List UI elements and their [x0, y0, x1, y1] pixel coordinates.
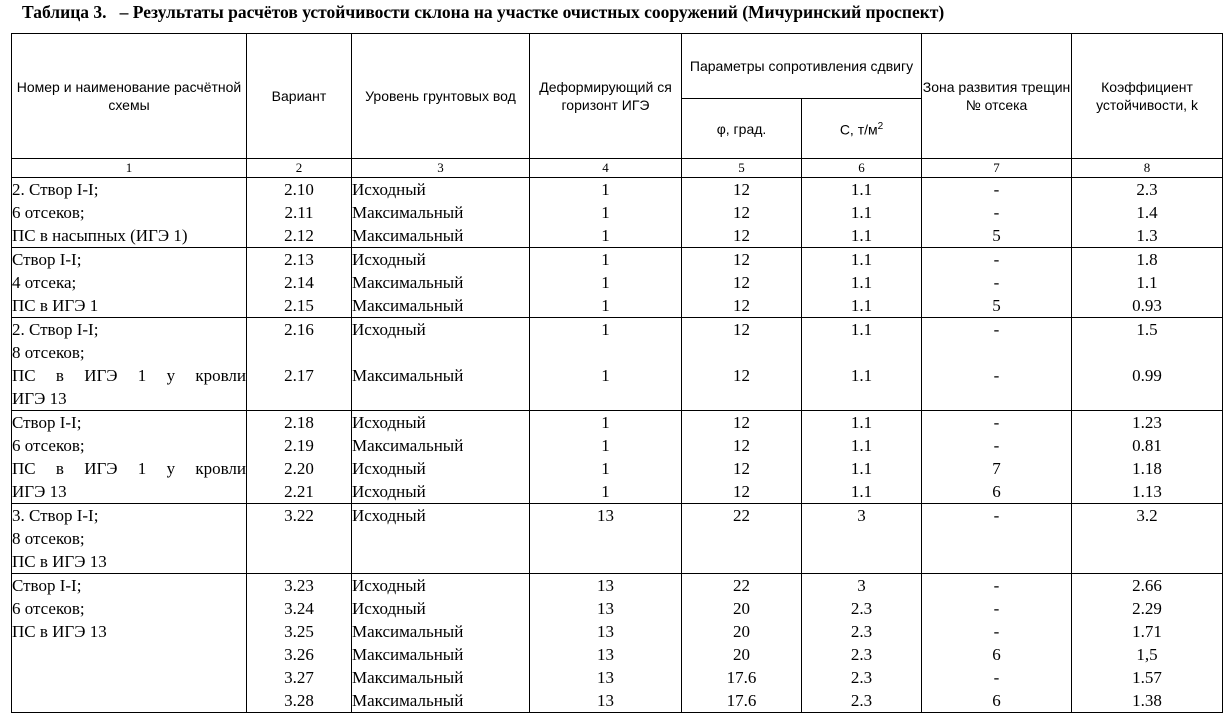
- column-number: 8: [1072, 159, 1223, 178]
- crack-zone-cell: [922, 178, 1072, 248]
- variant-value: 3.28: [284, 691, 314, 710]
- crack-zone-value: 6: [992, 645, 1001, 664]
- stability-coefficient-value: 1.23: [1132, 413, 1162, 432]
- stability-coefficient-value: 1.38: [1132, 691, 1162, 710]
- empty-line: [922, 341, 1071, 364]
- empty-line: [802, 387, 921, 410]
- cohesion-cell: [802, 411, 922, 504]
- groundwater-value: Исходный: [352, 250, 426, 269]
- stability-coefficient-cell: [1072, 574, 1223, 713]
- table-row-group: [12, 504, 1223, 574]
- table-row-group: [12, 178, 1223, 248]
- variant-value: 2.13: [284, 250, 314, 269]
- phi-value: 12: [733, 203, 750, 222]
- stability-coefficient-cell: [1072, 504, 1223, 574]
- empty-line: [682, 387, 801, 410]
- stability-coefficient-cell: [1072, 178, 1223, 248]
- cohesion-value: 1.1: [850, 366, 873, 385]
- empty-line: [802, 341, 921, 364]
- empty-line: [802, 527, 921, 550]
- horizon-cell: [530, 248, 682, 318]
- column-number: 1: [12, 159, 247, 178]
- stability-coefficient-value: 2.29: [1132, 599, 1162, 618]
- horizon-value: 1: [601, 250, 610, 269]
- stability-coefficient-value: 1.4: [1136, 203, 1158, 222]
- empty-line: [1072, 341, 1222, 364]
- horizon-cell: [530, 318, 682, 411]
- phi-cell: [682, 178, 802, 248]
- column-number: 6: [802, 159, 922, 178]
- horizon-value: 1: [601, 482, 610, 501]
- empty-line: [247, 341, 351, 364]
- scheme-name-line: ПС в ИГЭ 1 у кровли: [12, 366, 246, 385]
- stability-coefficient-cell: [1072, 248, 1223, 318]
- cohesion-value: 1.1: [850, 413, 873, 432]
- variant-value: 2.21: [284, 482, 314, 501]
- phi-value: 20: [733, 599, 750, 618]
- variant-cell: [247, 248, 352, 318]
- header-stability-coefficient: Коэффициент устойчивости, k: [1072, 34, 1223, 159]
- horizon-value: 1: [601, 366, 610, 385]
- column-number: 4: [530, 159, 682, 178]
- empty-line: [352, 527, 529, 550]
- empty-line: [530, 387, 681, 410]
- scheme-name-line: 2. Створ I-I;: [12, 320, 99, 339]
- horizon-value: 1: [601, 320, 610, 339]
- table-caption: [22, 2, 944, 23]
- phi-value: 12: [733, 226, 750, 245]
- cohesion-value: 1.1: [850, 250, 873, 269]
- cohesion-value: 3: [857, 576, 866, 595]
- empty-line: [247, 387, 351, 410]
- stability-coefficient-value: 1.71: [1132, 622, 1162, 641]
- horizon-value: 1: [601, 226, 610, 245]
- scheme-name-line: Створ I-I;: [12, 413, 82, 432]
- phi-value: 12: [733, 413, 750, 432]
- empty-line: [530, 527, 681, 550]
- stability-coefficient-value: 2.3: [1136, 180, 1158, 199]
- stability-coefficient-cell: [1072, 411, 1223, 504]
- scheme-name-line: ПС в ИГЭ 13: [12, 552, 107, 571]
- header-crack-zone: Зона развития трещин № отсека: [922, 34, 1072, 159]
- crack-zone-value: -: [993, 436, 1000, 455]
- variant-value: 2.20: [284, 459, 314, 478]
- variant-cell: [247, 178, 352, 248]
- results-table: [11, 33, 1223, 713]
- crack-zone-value: -: [993, 273, 1000, 292]
- scheme-name-line: ПС в насыпных (ИГЭ 1): [12, 226, 188, 245]
- empty-line: [1072, 387, 1222, 410]
- groundwater-value: Исходный: [352, 482, 426, 501]
- variant-value: 3.23: [284, 576, 314, 595]
- scheme-name-line: ИГЭ 13: [12, 389, 67, 408]
- crack-zone-cell: [922, 504, 1072, 574]
- scheme-name-cell: [12, 411, 247, 504]
- groundwater-value: Исходный: [352, 413, 426, 432]
- empty-line: [682, 550, 801, 573]
- stability-coefficient-value: 1.1: [1136, 273, 1158, 292]
- stability-coefficient-value: 2.66: [1132, 576, 1162, 595]
- horizon-value: 1: [601, 296, 610, 315]
- scheme-name-cell: [12, 574, 247, 713]
- groundwater-cell: [352, 411, 530, 504]
- variant-value: 2.17: [284, 366, 314, 385]
- groundwater-value: Максимальный: [352, 203, 464, 222]
- scheme-name-line: Створ I-I;: [12, 576, 82, 595]
- phi-cell: [682, 411, 802, 504]
- stability-coefficient-value: 1,5: [1136, 645, 1158, 664]
- variant-value: 2.19: [284, 436, 314, 455]
- phi-value: 22: [733, 506, 750, 525]
- groundwater-cell: [352, 574, 530, 713]
- empty-line: [802, 550, 921, 573]
- empty-line: [352, 387, 529, 410]
- crack-zone-value: -: [993, 576, 1000, 595]
- table-row-group: [12, 411, 1223, 504]
- crack-zone-value: -: [993, 250, 1000, 269]
- crack-zone-value: 6: [992, 691, 1001, 710]
- variant-cell: [247, 318, 352, 411]
- stability-coefficient-value: 0.81: [1132, 436, 1162, 455]
- groundwater-value: Максимальный: [352, 436, 464, 455]
- groundwater-value: Максимальный: [352, 622, 464, 641]
- phi-value: 12: [733, 436, 750, 455]
- header-variant: Вариант: [247, 34, 352, 159]
- stability-coefficient-value: 1.8: [1136, 250, 1158, 269]
- empty-line: [1072, 527, 1222, 550]
- scheme-name-line: 8 отсеков;: [12, 529, 85, 548]
- variant-cell: [247, 574, 352, 713]
- cohesion-value: 1.1: [850, 482, 873, 501]
- variant-cell: [247, 411, 352, 504]
- column-number: 7: [922, 159, 1072, 178]
- table-body: [12, 178, 1223, 713]
- variant-value: 3.27: [284, 668, 314, 687]
- empty-line: [1072, 550, 1222, 573]
- horizon-value: 13: [597, 576, 614, 595]
- scheme-name-line: 4 отсека;: [12, 273, 77, 292]
- stability-coefficient-value: 3.2: [1136, 506, 1158, 525]
- scheme-name-line: ИГЭ 13: [12, 482, 67, 501]
- crack-zone-value: -: [993, 622, 1000, 641]
- header-scheme: Номер и наименование расчётной схемы: [12, 34, 247, 159]
- cohesion-value: 2.3: [850, 691, 873, 710]
- phi-value: 12: [733, 250, 750, 269]
- phi-value: 12: [733, 180, 750, 199]
- crack-zone-value: -: [993, 366, 1000, 385]
- groundwater-value: Максимальный: [352, 668, 464, 687]
- phi-value: 12: [733, 459, 750, 478]
- empty-line: [352, 341, 529, 364]
- empty-line: [530, 341, 681, 364]
- stability-coefficient-value: 0.93: [1132, 296, 1162, 315]
- cohesion-cell: [802, 504, 922, 574]
- crack-zone-cell: [922, 318, 1072, 411]
- cohesion-cell: [802, 574, 922, 713]
- stability-coefficient-value: 1.3: [1136, 226, 1158, 245]
- empty-line: [352, 550, 529, 573]
- cohesion-cell: [802, 178, 922, 248]
- variant-value: 2.15: [284, 296, 314, 315]
- cohesion-cell: [802, 318, 922, 411]
- phi-value: 20: [733, 645, 750, 664]
- phi-value: 20: [733, 622, 750, 641]
- cohesion-value: 1.1: [850, 226, 873, 245]
- groundwater-value: Исходный: [352, 506, 426, 525]
- caption-text: – Результаты расчётов устойчивости склона на участке очистных сооружений (Мичуринский проспект): [119, 2, 945, 22]
- crack-zone-cell: [922, 574, 1072, 713]
- header-cohesion: [802, 99, 922, 159]
- scheme-name-line: 6 отсеков;: [12, 599, 85, 618]
- cohesion-value: 1.1: [850, 436, 873, 455]
- horizon-value: 1: [601, 273, 610, 292]
- groundwater-value: Максимальный: [352, 691, 464, 710]
- groundwater-value: Исходный: [352, 599, 426, 618]
- crack-zone-value: 5: [992, 226, 1001, 245]
- empty-line: [682, 341, 801, 364]
- header-cohesion-label: С, т/м: [839, 121, 878, 138]
- empty-line: [247, 527, 351, 550]
- scheme-name-line: 6 отсеков;: [12, 436, 85, 455]
- variant-value: 2.12: [284, 226, 314, 245]
- crack-zone-cell: [922, 248, 1072, 318]
- header-horizon: Деформирующий ся горизонт ИГЭ: [530, 34, 682, 159]
- header-shear: Параметры сопротивления сдвигу: [682, 34, 922, 99]
- empty-line: [922, 527, 1071, 550]
- horizon-value: 13: [597, 622, 614, 641]
- horizon-cell: [530, 574, 682, 713]
- variant-value: 3.22: [284, 506, 314, 525]
- scheme-name-cell: [12, 504, 247, 574]
- phi-value: 12: [733, 366, 750, 385]
- groundwater-value: Максимальный: [352, 296, 464, 315]
- caption-label: Таблица 3.: [22, 2, 107, 22]
- crack-zone-value: -: [993, 320, 1000, 339]
- groundwater-value: Максимальный: [352, 226, 464, 245]
- cohesion-value: 1.1: [850, 180, 873, 199]
- crack-zone-cell: [922, 411, 1072, 504]
- stability-coefficient-value: 0.99: [1132, 366, 1162, 385]
- scheme-name-line: ПС в ИГЭ 1 у кровли: [12, 459, 246, 478]
- scheme-name-line: 6 отсеков;: [12, 203, 85, 222]
- horizon-value: 1: [601, 180, 610, 199]
- horizon-value: 13: [597, 506, 614, 525]
- empty-line: [682, 527, 801, 550]
- variant-value: 3.25: [284, 622, 314, 641]
- groundwater-value: Исходный: [352, 459, 426, 478]
- stability-coefficient-cell: [1072, 318, 1223, 411]
- horizon-cell: [530, 178, 682, 248]
- groundwater-value: Максимальный: [352, 366, 464, 385]
- scheme-name-line: ПС в ИГЭ 13: [12, 622, 107, 641]
- horizon-cell: [530, 411, 682, 504]
- cohesion-value: 2.3: [850, 668, 873, 687]
- cohesion-value: 2.3: [850, 599, 873, 618]
- empty-line: [922, 387, 1071, 410]
- phi-value: 17.6: [726, 668, 757, 687]
- table-row-group: [12, 248, 1223, 318]
- crack-zone-value: 5: [992, 296, 1001, 315]
- variant-value: 2.18: [284, 413, 314, 432]
- cohesion-value: 3: [857, 506, 866, 525]
- crack-zone-value: -: [993, 668, 1000, 687]
- column-number-row: [12, 159, 1223, 178]
- phi-cell: [682, 318, 802, 411]
- scheme-name-line: 8 отсеков;: [12, 343, 85, 362]
- crack-zone-value: -: [993, 180, 1000, 199]
- crack-zone-value: -: [993, 203, 1000, 222]
- horizon-value: 13: [597, 691, 614, 710]
- variant-value: 2.14: [284, 273, 314, 292]
- stability-coefficient-value: 1.18: [1132, 459, 1162, 478]
- horizon-value: 13: [597, 668, 614, 687]
- phi-value: 12: [733, 482, 750, 501]
- cohesion-value: 1.1: [850, 459, 873, 478]
- column-number: 3: [352, 159, 530, 178]
- phi-value: 12: [733, 320, 750, 339]
- cohesion-value: 1.1: [850, 296, 873, 315]
- horizon-value: 1: [601, 413, 610, 432]
- scheme-name-line: ПС в ИГЭ 1: [12, 296, 99, 315]
- stability-coefficient-value: 1.5: [1136, 320, 1158, 339]
- cohesion-value: 2.3: [850, 645, 873, 664]
- horizon-value: 1: [601, 203, 610, 222]
- column-number: 5: [682, 159, 802, 178]
- cohesion-value: 2.3: [850, 622, 873, 641]
- cohesion-value: 1.1: [850, 203, 873, 222]
- groundwater-value: Исходный: [352, 576, 426, 595]
- groundwater-cell: [352, 178, 530, 248]
- empty-line: [247, 550, 351, 573]
- table-row-group: [12, 574, 1223, 713]
- horizon-value: 13: [597, 645, 614, 664]
- horizon-cell: [530, 504, 682, 574]
- variant-value: 3.26: [284, 645, 314, 664]
- groundwater-cell: [352, 248, 530, 318]
- phi-value: 12: [733, 296, 750, 315]
- header-phi: φ, град.: [682, 99, 802, 159]
- crack-zone-value: -: [993, 413, 1000, 432]
- stability-coefficient-value: 1.13: [1132, 482, 1162, 501]
- empty-line: [530, 550, 681, 573]
- scheme-name-line: 3. Створ I-I;: [12, 506, 99, 525]
- variant-value: 2.10: [284, 180, 314, 199]
- header-groundwater: Уровень грунтовых вод: [352, 34, 530, 159]
- horizon-value: 1: [601, 459, 610, 478]
- crack-zone-value: 6: [992, 482, 1001, 501]
- cohesion-value: 1.1: [850, 273, 873, 292]
- variant-value: 2.16: [284, 320, 314, 339]
- horizon-value: 1: [601, 436, 610, 455]
- variant-value: 2.11: [284, 203, 314, 222]
- crack-zone-value: 7: [992, 459, 1001, 478]
- cohesion-value: 1.1: [850, 320, 873, 339]
- crack-zone-value: -: [993, 506, 1000, 525]
- column-number: 2: [247, 159, 352, 178]
- phi-value: 22: [733, 576, 750, 595]
- phi-cell: [682, 574, 802, 713]
- phi-value: 12: [733, 273, 750, 292]
- cohesion-cell: [802, 248, 922, 318]
- variant-cell: [247, 504, 352, 574]
- scheme-name-cell: [12, 318, 247, 411]
- groundwater-value: Максимальный: [352, 273, 464, 292]
- groundwater-value: Максимальный: [352, 645, 464, 664]
- scheme-name-line: 2. Створ I-I;: [12, 180, 99, 199]
- groundwater-cell: [352, 504, 530, 574]
- phi-cell: [682, 504, 802, 574]
- empty-line: [922, 550, 1071, 573]
- scheme-name-cell: [12, 248, 247, 318]
- crack-zone-value: -: [993, 599, 1000, 618]
- scheme-name-cell: [12, 178, 247, 248]
- groundwater-value: Исходный: [352, 320, 426, 339]
- groundwater-cell: [352, 318, 530, 411]
- variant-value: 3.24: [284, 599, 314, 618]
- stability-coefficient-value: 1.57: [1132, 668, 1162, 687]
- phi-cell: [682, 248, 802, 318]
- horizon-value: 13: [597, 599, 614, 618]
- scheme-name-line: Створ I-I;: [12, 250, 82, 269]
- header-cohesion-sup: 2: [877, 121, 884, 133]
- groundwater-value: Исходный: [352, 180, 426, 199]
- table-row-group: [12, 318, 1223, 411]
- phi-value: 17.6: [726, 691, 757, 710]
